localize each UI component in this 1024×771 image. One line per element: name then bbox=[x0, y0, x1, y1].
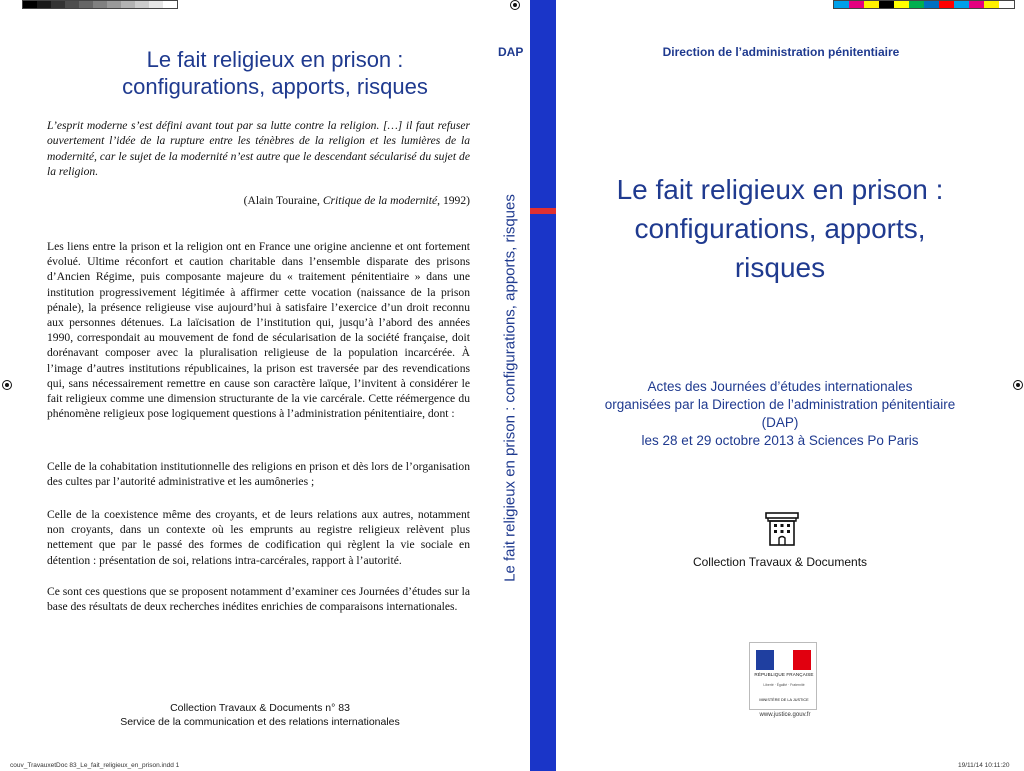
color-swatch bbox=[924, 1, 939, 8]
gray-swatch bbox=[79, 1, 93, 8]
spine-title: Le fait religieux en prison : configurations, apports, risques bbox=[501, 194, 519, 582]
back-paragraph-2: Celle de la cohabitation institutionnelle des religions en prison et dès lors de l’organisation des cultes par l’autorité administrative et les aumôneries ; bbox=[47, 460, 470, 489]
color-swatch bbox=[849, 1, 864, 8]
color-swatch bbox=[999, 1, 1014, 8]
back-paragraph-3: Celle de la coexistence même des croyants, et de leurs relations aux autres, notamment non croyants, dans un contexte où les emprunts au registre religieux relèvent plus nettement que par le passé des formes de codification qui règlent la vie sociale en détention : présentation de soi, relations intra-carcérales, rapport à l’autorité. bbox=[47, 508, 470, 567]
color-swatch bbox=[864, 1, 879, 8]
gray-swatch bbox=[135, 1, 149, 8]
gray-swatch bbox=[93, 1, 107, 8]
subtitle-line3: (DAP) bbox=[761, 415, 799, 430]
gray-swatch bbox=[107, 1, 121, 8]
gray-swatch bbox=[65, 1, 79, 8]
slug-filename: couv_TravauxetDoc 83_Le_fait_religieux_en_prison.indd 1 bbox=[10, 762, 180, 769]
gray-swatch bbox=[121, 1, 135, 8]
back-title-line1: Le fait religieux en prison : bbox=[146, 47, 404, 72]
epigraph-attribution bbox=[47, 194, 470, 207]
ministry-logo bbox=[749, 642, 817, 710]
gray-swatch bbox=[37, 1, 51, 8]
front-title-line1: Le fait religieux en prison : bbox=[616, 174, 944, 205]
front-collection-label: Collection Travaux & Documents bbox=[692, 555, 868, 569]
back-paragraph-1: Les liens entre la prison et la religion ont en France une origine ancienne et ont fortement évolué. Ultime réconfort et caution charitable dans l’ensemble disparate des prisons d’Ancien Régime, puis composante majeure du « traitement pénitentiaire » dans une institution progressivement légitimée à affirmer cette vocation (naissance de la prison pénale), la présence religieuse vise aujourd’hui à satisfaire l’exercice d’un droit reconnu aux personnes détenues. La laïcisation de l’institution qui, jusqu’à l’abord des années 1990, correspondait au mouvement de fond de sécularisation de la société française, doit dorénavant composer avec la pluralisation religieuse de la population incarcérée. À l’image d’autres institutions républicaines, la prison est traversée par des revendications qui, sans nécessairement remettre en cause son caractère laïque, l’invitent à considérer le fait religieux comme une dimension structurante de la vie carcérale. Cette réémergence du phénomène religieux pose logiquement questions à l’administration pénitentiaire, dont : bbox=[47, 240, 470, 421]
color-swatch bbox=[954, 1, 969, 8]
subtitle-line1: Actes des Journées d’études internationales bbox=[647, 379, 913, 394]
registration-mark-top bbox=[510, 0, 520, 10]
color-swatch bbox=[894, 1, 909, 8]
spine-dap-label: DAP bbox=[498, 45, 524, 59]
color-swatch bbox=[969, 1, 984, 8]
gray-swatch bbox=[149, 1, 163, 8]
attribution-work: Critique de la modernité bbox=[322, 194, 438, 207]
back-cover-title bbox=[60, 46, 490, 100]
front-subtitle bbox=[570, 378, 990, 450]
epigraph-quote: L’esprit moderne s’est défini avant tout par sa lutte contre la religion. […] il faut refuser ouvertement l’idée de la rupture entre les ténèbres de la religion et les lumières de la modernité, car le sujet de la modernité n’est autre que le descendant sécularisé du sujet de la religion. bbox=[47, 119, 470, 178]
french-flag-icon bbox=[756, 650, 811, 670]
front-header: Direction de l’administration pénitentiaire bbox=[662, 45, 900, 59]
spine-red-stripe bbox=[530, 208, 556, 214]
front-title bbox=[580, 170, 980, 287]
back-footer-service: Service de la communication et des relations internationales bbox=[120, 716, 400, 728]
spine-blue-bar bbox=[530, 0, 556, 771]
logo-ministry: MINISTÈRE DE LA JUSTICE bbox=[759, 698, 809, 702]
color-calibration-bar bbox=[833, 0, 1015, 9]
prison-building-icon bbox=[762, 509, 802, 549]
registration-mark-right bbox=[1013, 380, 1023, 390]
back-title-line2: configurations, apports, risques bbox=[122, 74, 428, 99]
color-swatch bbox=[939, 1, 954, 8]
ministry-url: www.justice.gouv.fr bbox=[759, 712, 811, 718]
back-paragraph-4: Ce sont ces questions que se proposent notamment d’examiner ces Journées d’études sur la base des résultats de deux recherches inédites enrichies de comparaisons internationales. bbox=[47, 585, 470, 614]
attribution-author: (Alain Touraine, bbox=[243, 194, 323, 207]
registration-mark-left bbox=[2, 380, 12, 390]
front-title-line3: risques bbox=[734, 252, 826, 283]
gray-calibration-bar bbox=[22, 0, 178, 9]
subtitle-line2: organisées par la Direction de l’administration pénitentiaire bbox=[604, 397, 956, 412]
back-footer-collection: Collection Travaux & Documents n° 83 bbox=[170, 702, 350, 714]
gray-swatch bbox=[23, 1, 37, 8]
gray-swatch bbox=[163, 1, 177, 8]
logo-motto: Liberté · Égalité · Fraternité bbox=[763, 683, 805, 687]
slug-timestamp: 19/11/14 10:11:20 bbox=[958, 762, 1010, 769]
color-swatch bbox=[879, 1, 894, 8]
color-swatch bbox=[984, 1, 999, 8]
gray-swatch bbox=[51, 1, 65, 8]
subtitle-line4: les 28 et 29 octobre 2013 à Sciences Po Paris bbox=[641, 433, 919, 448]
logo-republic-text: RÉPUBLIQUE FRANÇAISE bbox=[754, 672, 814, 677]
attribution-year: , 1992) bbox=[437, 194, 470, 207]
color-swatch bbox=[834, 1, 849, 8]
front-title-line2: configurations, apports, bbox=[634, 213, 926, 244]
color-swatch bbox=[909, 1, 924, 8]
